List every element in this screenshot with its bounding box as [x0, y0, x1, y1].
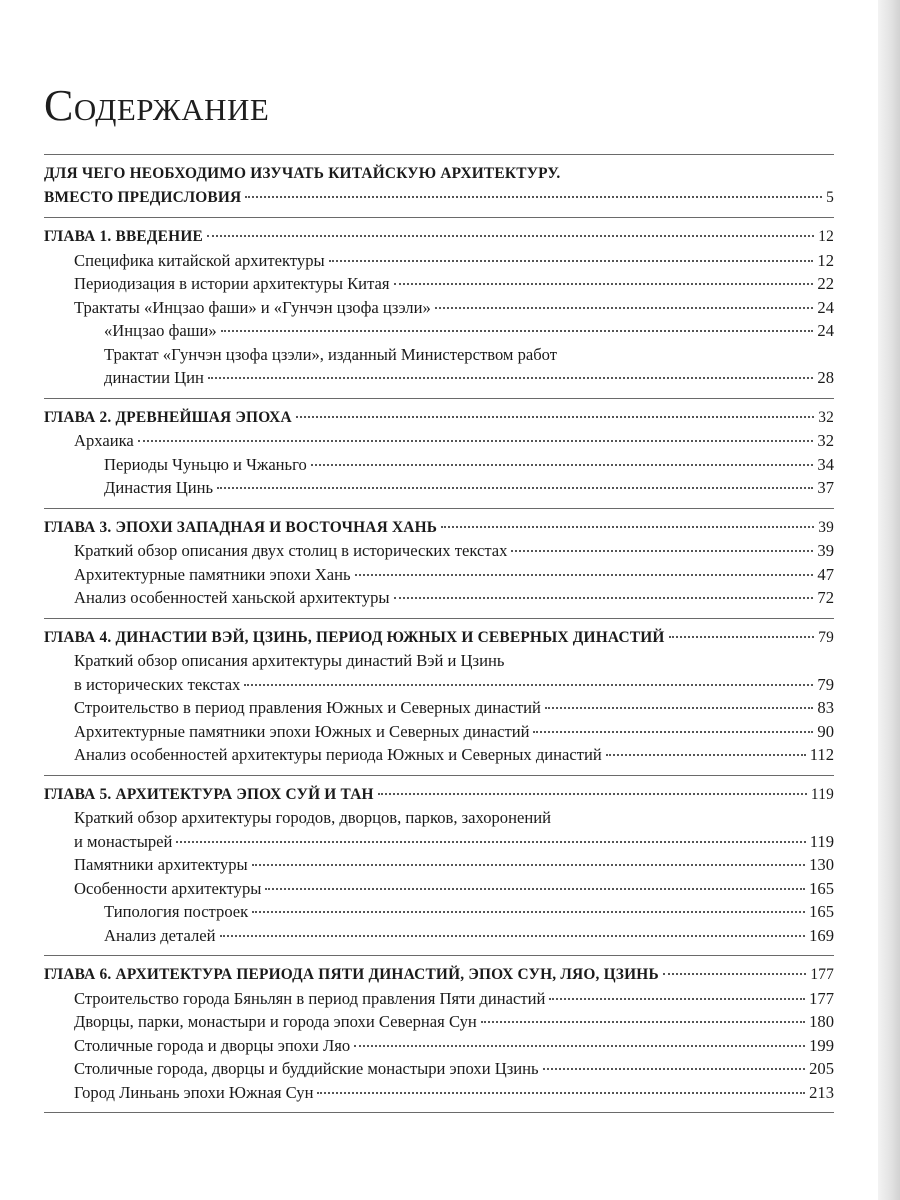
toc-entry[interactable] — [44, 1057, 834, 1081]
dot-leader — [217, 487, 813, 489]
toc-entry-title: Анализ особенностей ханьской архитектуры — [74, 588, 390, 607]
dot-leader — [355, 574, 814, 576]
page-number: 39 — [817, 541, 834, 560]
toc-entry-title: Архитектурные памятники эпохи Южных и Северных династий — [74, 721, 530, 741]
toc-entry[interactable] — [44, 1010, 834, 1034]
toc-entry[interactable] — [44, 249, 834, 273]
chapter-title: ГЛАВА 5. АРХИТЕКТУРА ЭПОХ СУЙ И ТАН — [44, 785, 374, 803]
page-number: 169 — [809, 925, 834, 945]
page-number: 72 — [817, 588, 834, 607]
toc-entry[interactable] — [44, 563, 834, 587]
dot-leader — [311, 464, 814, 466]
toc-entry-title: Трактаты «Инцзао фаши» и «Гунчэн цзофа цзэли» — [74, 297, 431, 317]
chapter-title: ГЛАВА 3. ЭПОХИ ЗАПАДНАЯ И ВОСТОЧНАЯ ХАНЬ — [44, 518, 438, 536]
toc-entry[interactable] — [44, 877, 834, 901]
dot-leader — [543, 1068, 805, 1070]
page-number: 32 — [818, 408, 834, 426]
toc-entry-line: Краткий обзор архитектуры городов, дворцов, парков, захоронений — [74, 808, 551, 827]
page-number: 12 — [818, 228, 834, 245]
toc-chapter-section — [44, 399, 834, 509]
toc-entry[interactable] — [44, 696, 834, 720]
toc-entry[interactable] — [44, 453, 834, 477]
toc-entry-title: династии Цин — [104, 368, 204, 387]
toc-entry[interactable] — [44, 720, 834, 744]
chapter-title-line: ДЛЯ ЧЕГО НЕОБХОДИМО ИЗУЧАТЬ КИТАЙСКУЮ АРХИТЕКТУРУ. — [44, 165, 561, 182]
toc-chapter-section — [44, 619, 834, 776]
toc-entry[interactable] — [44, 830, 834, 854]
page-number: 180 — [809, 1012, 834, 1031]
dot-leader — [265, 888, 805, 890]
dot-leader — [252, 864, 805, 866]
toc-entry-line: Трактат «Гунчэн цзофа цзэли», изданный Министерством работ — [104, 344, 558, 364]
dot-leader — [394, 597, 814, 599]
toc-entry-title: Периодизация в истории архитектуры Китая — [74, 274, 390, 293]
page-number: 39 — [818, 518, 834, 536]
toc-chapter-section — [44, 509, 834, 619]
toc-entry[interactable] — [44, 366, 834, 390]
page-number: 24 — [817, 297, 834, 317]
toc-entry-title: Специфика китайской архитектуры — [74, 250, 325, 270]
chapter-title: ГЛАВА 6. АРХИТЕКТУРА ПЕРИОДА ПЯТИ ДИНАСТИЙ, ЭПОХ СУН, ЛЯО, ЦЗИНЬ — [44, 966, 659, 983]
toc-entry[interactable] — [44, 429, 834, 453]
toc-entry[interactable] — [44, 272, 834, 296]
dot-leader — [296, 416, 814, 418]
dot-leader — [207, 235, 814, 237]
page-number: 177 — [810, 966, 834, 983]
dot-leader — [394, 283, 814, 285]
toc-entry[interactable] — [44, 319, 834, 343]
page-number: 34 — [817, 454, 834, 474]
page-number: 119 — [810, 785, 834, 803]
toc-entry[interactable] — [44, 673, 834, 697]
page-number: 130 — [809, 855, 834, 874]
page-number: 90 — [817, 721, 834, 741]
toc-entry-title: Памятники архитектуры — [74, 855, 248, 874]
toc-entry-title: Анализ особенностей архитектуры периода Южных и Северных династий — [74, 745, 602, 764]
toc-entry[interactable] — [44, 900, 834, 924]
dot-leader — [221, 330, 814, 332]
page-number: 79 — [817, 674, 834, 694]
toc-entry-title: Архитектурные памятники эпохи Хань — [74, 564, 351, 584]
dot-leader — [669, 636, 815, 638]
toc-entry[interactable] — [44, 1034, 834, 1058]
dot-leader — [208, 377, 814, 379]
toc-entry-title: Строительство города Бяньлян в период правления Пяти династий — [74, 988, 546, 1008]
chapter-heading-entry[interactable] — [44, 963, 834, 987]
page-number: 213 — [809, 1082, 834, 1102]
dot-leader — [441, 526, 814, 528]
page-number: 83 — [817, 698, 834, 717]
toc-entry-title: Краткий обзор описания двух столиц в исторических текстах — [74, 541, 508, 560]
dot-leader — [220, 935, 806, 937]
toc-chapter-section — [44, 218, 834, 399]
page-number: 24 — [817, 321, 834, 340]
dot-leader — [549, 998, 805, 1000]
toc-chapter-section — [44, 154, 834, 218]
chapter-heading-entry[interactable] — [44, 626, 834, 650]
dot-leader — [176, 841, 805, 843]
toc-entry-title: Архаика — [74, 431, 134, 450]
page-edge-shadow — [878, 0, 900, 1200]
chapter-title: ГЛАВА 2. ДРЕВНЕЙШАЯ ЭПОХА — [44, 408, 292, 426]
dot-leader — [244, 684, 813, 686]
chapter-heading-entry[interactable] — [44, 406, 834, 430]
page-number: 12 — [817, 250, 834, 270]
toc-chapter-section — [44, 776, 834, 957]
toc-entry-title: Столичные города и дворцы эпохи Ляо — [74, 1035, 351, 1055]
chapter-title: ГЛАВА 1. ВВЕДЕНИЕ — [44, 228, 203, 245]
page-number: 79 — [818, 628, 834, 646]
toc-entry-title: Строительство в период правления Южных и Северных династий — [74, 698, 541, 717]
chapter-heading-entry[interactable] — [44, 783, 834, 807]
dot-leader — [545, 707, 814, 709]
toc-entry-title: в исторических текстах — [74, 674, 241, 694]
toc-chapters — [44, 154, 834, 1113]
page-number: 112 — [809, 745, 834, 764]
dot-leader — [378, 793, 807, 795]
table-of-contents — [44, 80, 834, 1113]
page-number: 28 — [817, 368, 834, 387]
page-number: 47 — [817, 564, 834, 584]
toc-entry-title: Особенности архитектуры — [74, 878, 262, 898]
chapter-heading-entry[interactable] — [44, 225, 834, 249]
dot-leader — [354, 1045, 805, 1047]
toc-entry-line: Краткий обзор описания архитектуры династий Вэй и Цзинь — [74, 651, 505, 670]
dot-leader — [252, 911, 805, 913]
toc-entry-title: и монастырей — [74, 831, 173, 851]
page-number: 205 — [809, 1059, 834, 1078]
dot-leader — [245, 196, 822, 198]
page-number: 199 — [809, 1035, 834, 1055]
dot-leader — [435, 307, 814, 309]
chapter-title: ВМЕСТО ПРЕДИСЛОВИЯ — [44, 188, 242, 206]
toc-entry[interactable] — [44, 476, 834, 500]
page-number: 5 — [826, 188, 834, 206]
toc-entry-title: Столичные города, дворцы и буддийские монастыри эпохи Цзинь — [74, 1059, 539, 1078]
toc-entry[interactable] — [44, 987, 834, 1011]
toc-entry-title: Периоды Чуньцю и Чжаньго — [104, 454, 307, 474]
page-number: 165 — [809, 902, 834, 921]
page-number: 165 — [809, 878, 834, 898]
dot-leader — [533, 731, 813, 733]
dot-leader — [663, 973, 806, 975]
dot-leader — [481, 1021, 805, 1023]
page-title: Содержание — [44, 81, 270, 130]
page-number: 119 — [809, 831, 834, 851]
toc-entry[interactable] — [44, 539, 834, 563]
toc-chapter-section — [44, 956, 834, 1113]
toc-entry[interactable] — [44, 743, 834, 767]
chapter-title: ГЛАВА 4. ДИНАСТИИ ВЭЙ, ЦЗИНЬ, ПЕРИОД ЮЖНЫХ И СЕВЕРНЫХ ДИНАСТИЙ — [44, 628, 665, 646]
dot-leader — [317, 1092, 805, 1094]
page-number: 37 — [817, 478, 834, 497]
toc-entry-title: Династия Цинь — [104, 478, 214, 497]
page-number: 22 — [817, 274, 834, 293]
dot-leader — [511, 550, 813, 552]
toc-entry-title: Город Линьань эпохи Южная Сун — [74, 1082, 314, 1102]
dot-leader — [138, 440, 814, 442]
toc-entry-title: Дворцы, парки, монастыри и города эпохи Северная Сун — [74, 1012, 477, 1031]
page-number: 32 — [817, 431, 834, 450]
chapter-heading-entry[interactable] — [44, 516, 834, 540]
dot-leader — [329, 260, 814, 262]
toc-entry[interactable] — [44, 586, 834, 610]
chapter-heading-entry[interactable] — [44, 186, 834, 210]
toc-entry[interactable] — [44, 924, 834, 948]
dot-leader — [606, 754, 806, 756]
toc-entry[interactable] — [44, 296, 834, 320]
toc-entry[interactable] — [44, 1081, 834, 1105]
toc-entry-title: Анализ деталей — [104, 925, 216, 945]
toc-entry[interactable] — [44, 853, 834, 877]
page-number: 177 — [809, 988, 834, 1008]
toc-entry-title: «Инцзао фаши» — [104, 321, 217, 340]
toc-entry-title: Типология построек — [104, 902, 249, 921]
